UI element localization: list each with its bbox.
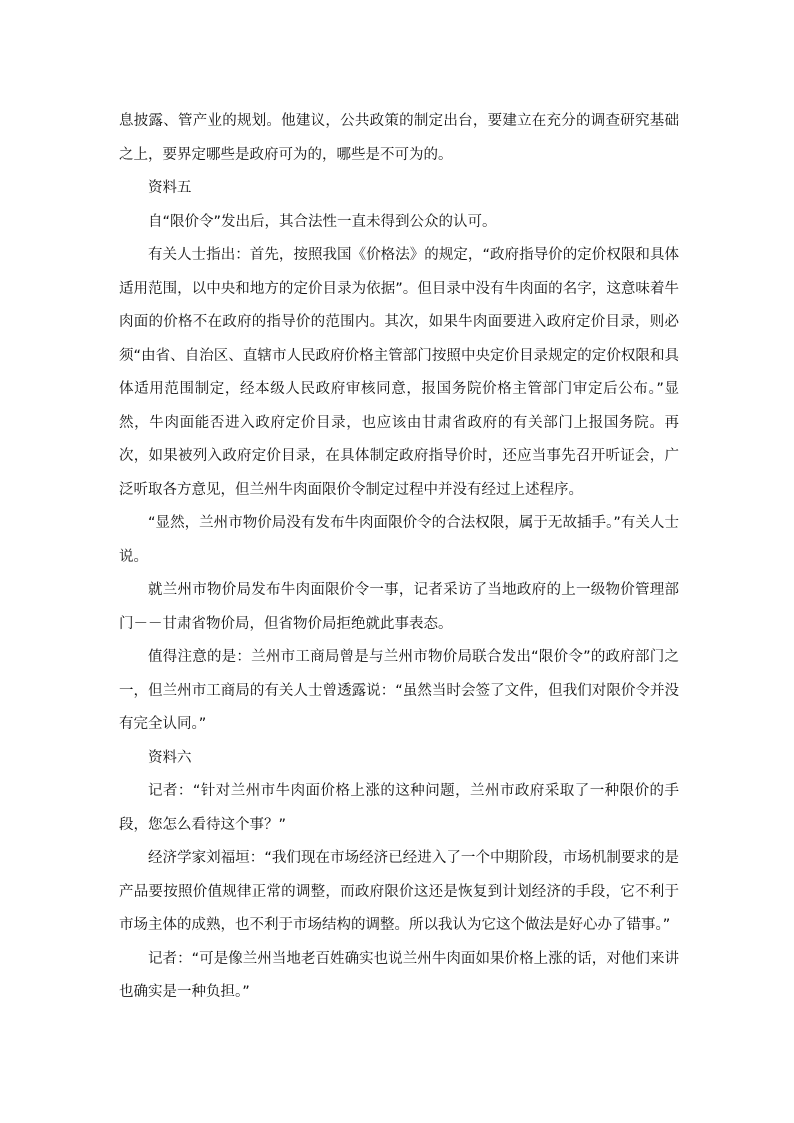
paragraph: 自“限价令”发出后，其合法性一直未得到公众的认可。	[148, 213, 497, 230]
section-heading-material-6: 资料六	[148, 749, 192, 766]
paragraph-interview-question: 记者：“针对兰州市牛肉面价格上涨的这种问题，兰州市政府采取了一种限价的手段，您怎么看待这个事？”	[119, 783, 679, 833]
paragraph: 有关人士指出：首先，按照我国《价格法》的规定，“政府指导价的定价权限和具体适用范围，以中央和地方的定价目录为依据”。但目录中没有牛肉面的名字，这意味着牛肉面的价格不在政府的指导价的范围内。其次，如果牛肉面要进入政府定价目录，则必须“由省、自治区、直辖市人民政府价格主管部门按照中央定价目录规定的定价权限和具体适用范围制定，经本级人民政府审核同意，报国务院价格主管部门审定后公布。”显然，牛肉面能否进入政府定价目录，也应该由甘肃省政府的有关部门上报国务院。再次，如果被列入政府定价目录，在具体制定政府指导价时，还应当事先召开听证会，广泛听取各方意见，但兰州牛肉面限价令制定过程中并没有经过上述程序。	[119, 247, 679, 498]
paragraph-quote: “显然，兰州市物价局没有发布牛肉面限价令的合法权限，属于无故插手。”有关人士说。	[119, 515, 679, 565]
paragraph-interview-answer: 经济学家刘福垣：“我们现在市场经济已经进入了一个中期阶段，市场机制要求的是产品要按照价值规律正常的调整，而政府限价这还是恢复到计划经济的手段，它不利于市场主体的成熟，也不利于市场结构的调整。所以我认为它这个做法是好心办了错事。”	[119, 850, 679, 933]
document-page	[119, 105, 679, 1010]
paragraph: 就兰州市物价局发布牛肉面限价令一事，记者采访了当地政府的上一级物价管理部门－－甘肃省物价局，但省物价局拒绝就此事表态。	[119, 582, 679, 632]
paragraph-interview-question: 记者：“可是像兰州当地老百姓确实也说兰州牛肉面如果价格上涨的话，对他们来讲也确实是一种负担。”	[119, 950, 679, 1000]
section-heading-material-5: 资料五	[148, 180, 192, 196]
paragraph: 值得注意的是：兰州市工商局曾是与兰州市物价局联合发出“限价令”的政府部门之一，但兰州市工商局的有关人士曾透露说：“虽然当时会签了文件，但我们对限价令并没有完全认同。”	[119, 649, 679, 732]
paragraph-continuation: 息披露、管产业的规划。他建议，公共政策的制定出台，要建立在充分的调查研究基础之上，要界定哪些是政府可为的，哪些是不可为的。	[119, 113, 679, 163]
